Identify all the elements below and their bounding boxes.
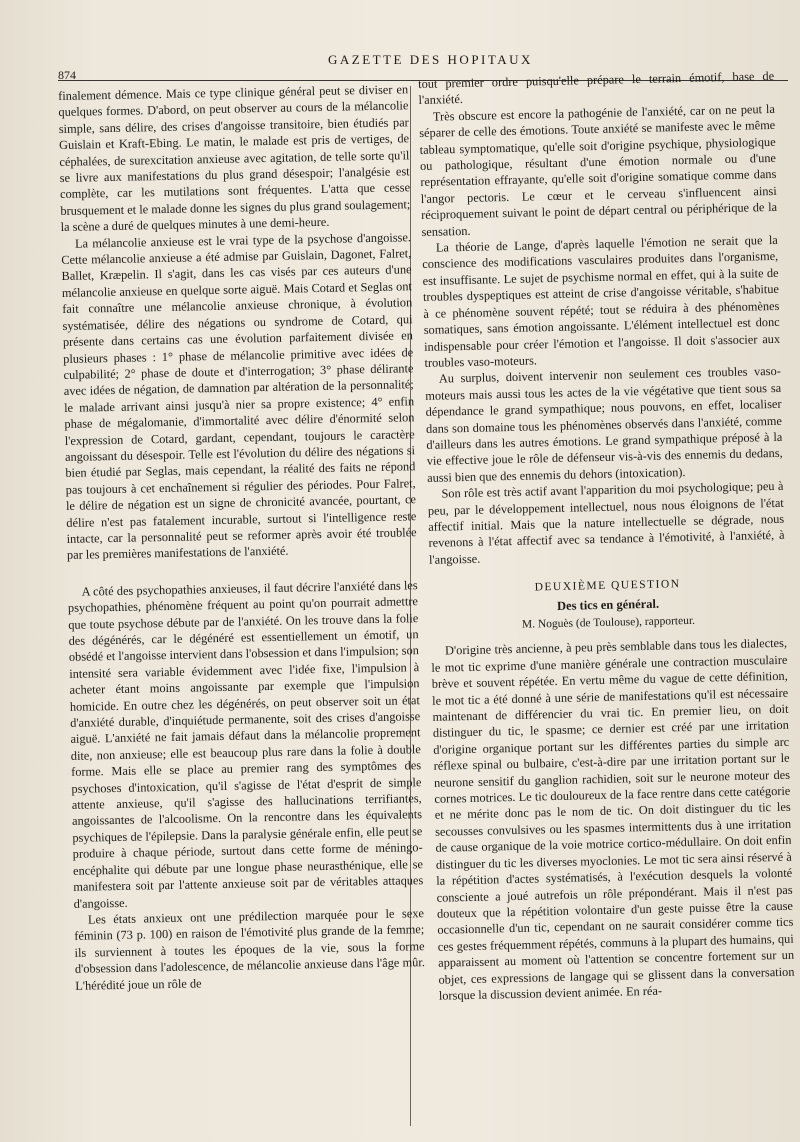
paragraph: tout premier ordre puisqu'elle prépare le terrain émotif, base de l'anxiété. [418, 68, 775, 108]
section-title: DEUXIÈME QUESTION [534, 578, 681, 594]
paragraph: Son rôle est très actif avant l'apparition du moi psychologique; peu à peu, par le développement intellectuel, nous nous éloignons de l'état affectif initial. Mais que la nature intellectuelle se dégrade, nous revenons à l'état affectif avec sa tendance à l'émotivité, à l'anxiété, à l'angoisse. [427, 478, 785, 567]
paragraph: La théorie de Lange, d'après laquelle l'émotion ne serait que la conscience des modifications vasculaires produites dans l'organisme, est insuffisante. Le sujet de psychisme normal en effet, qui à la suite de troubles dyspeptiques est atteint de crise d'angoisse véritable, s'habitue à ce phénomène souvent répété; tout se réduira à des phénomènes somatiques, sans émotion angoissante. L'élément intellectuel est donc indispensable pour créer l'émotion et l'angoisse. Il doit s'associer aux troubles vaso-moteurs. [422, 232, 781, 370]
left-column [58, 81, 425, 993]
page-number: 874 [58, 68, 76, 82]
paragraph: Les états anxieux ont une prédilection marquée pour le sexe féminin (73 p. 100) en raison de l'émotivité plus grande de la femme; ils surviennent à toutes les époques de la vie, sous la forme d'obsession dans l'adolescence, de mélancolie anxieuse dans l'âge mûr. L'hérédité joue un rôle de [74, 906, 425, 993]
paragraph: Très obscure est encore la pathogénie de l'anxiété, car on ne peut la séparer de celle des émotions. Toute anxiété se manifeste avec le même tableau symptomatique, qu'elle soit d'origine psychique, physiologique ou pathologique, résultant d'une émotion normale ou d'une représentation effrayante, qu'elle soit d'origine somatique comme dans l'angor pectoris. Le cœur et le cerveau s'influencent ainsi réciproquement suivant le point de départ central ou périphérique de la sensation. [419, 101, 778, 239]
paragraph: D'origine très ancienne, à peu près semblable dans tous les dialectes, le mot tic exprime d'une manière générale une contraction musculaire brève et souvent répétée. En vertu même du vague de cette définition, le mot tic a été donné à une série de manifestations qu'il est nécessaire maintenant de différencier du vrai tic. En premier lieu, on doit distinguer du tic, le spasme; ce dernier est créé par une irritation d'origine organique portant sur les différentes parties du simple arc réflexe spinal ou bulbaire, c'est-à-dire par une irritation portant sur le neurone sensitif du ganglion rachidien, soit sur le neurone moteur des cornes motrices. Le tic douloureux de la face rentre dans cette catégorie et ne mérite donc pas le nom de tic. On doit distinguer du tic les secousses convulsives ou les spasmes intermittents dus à une irritation de cause organique de la voie motrice cortico-médullaire. On doit enfin distinguer du tic les diverses myoclonies. Le mot tic sera ainsi réservé à la répétition d'actes systématisés, à l'exécution desquels la volonté consciente a joué autrefois un rôle prépondérant. Mais il n'est pas douteux que la répétition volontaire d'un geste puisse être la cause occasionnelle d'un tic, cependant on ne saurait considérer comme tics ces gestes fréquemment répétés, communs à la plupart des humains, qui apparaissent au moment où l'attention se concentre fortement sur un objet, ces expressions de langage qui se glissent dans la conversation lorsque la discussion devient animée. En réa- [431, 636, 795, 1003]
paragraph: Au surplus, doivent intervenir non seulement ces troubles vaso-moteurs mais aussi tous les actes de la vie végétative que tient sous sa dépendance le grand sympathique; nous pouvons, en effet, localiser dans son domaine tous les phénomènes observés dans l'anxiété, comme d'ailleurs dans les autres émotions. Le grand sympathique préposé à la vie effective joue le rôle de défenseur vis-à-vis des ennemis du dedans, aussi bien que des ennemis du dehors (intoxication). [425, 364, 783, 485]
journal-title: GAZETTE DES HOPITAUX [328, 52, 533, 67]
paragraph: A côté des psychopathies anxieuses, il faut décrire l'anxiété dans les psychopathies, phénomène fréquent au point qu'on pourrait admettre que toute psychose débute par de l'anxiété. On les trouve dans la folie des dégénérés, car le dégénéré est essentiellement un émotif, un obsédé et l'angoisse intervient dans l'obsession et dans l'impulsion; son intensité sera variable évidemment avec l'idée fixe, l'impulsion à acheter étant moins angoissante par exemple que l'impulsion homicide. En outre chez les dégénérés, on peut observer soit un état d'anxiété durable, d'inquiétude permanente, soit des crises d'angoisse aiguë. L'anxiété ne fait jamais défaut dans la mélancolie proprement dite, non anxieuse; elle est beaucoup plus rare dans la folie à double forme. Mais elle se place au premier rang des symptômes des psychoses d'intoxication, qu'il s'agisse de l'état d'esprit de simple attente anxieuse, qu'il s'agisse des hallucinations terrifiantes, angoissantes de l'alcoolisme. On la rencontre dans les équivalents psychiques de l'épilepsie. Dans la paralysie générale enfin, elle peut se produire à chaque période, surtout dans cette forme de méningo-encéphalite qui débute par une longue phase neurasthénique, elle se manifestera soit par l'attente anxieuse soit par de véritables attaques d'angoisse. [67, 577, 424, 911]
right-column [418, 68, 795, 1004]
paragraph: La mélancolie anxieuse est le vrai type de la psychose d'angoisse. Cette mélancolie anxieuse a été admise par Guislain, Dagonet, Falret, Ballet, Kræpelin. Il s'agit, dans les cas visés par ces auteurs d'une mélancolie anxieuse en quelque sorte aiguë. Mais Cotard et Seglas ont fait connaître une mélancolie anxieuse chronique, à évolution systématisée, délire des négations ou syndrome de Cotard, qui présente dans certains cas une évolution parfaitement divisée en plusieurs phases : 1° phase de mélancolie primitive avec idées de culpabilité; 2° phase de doute et d'interrogation; 3° phase délirante avec idées de négation, de damnation par altération de la personnalité; le malade arrivant ainsi jusqu'à nier sa propre existence; 4° enfin phase de mégalomanie, d'immortalité avec délire d'énormité selon l'expression de Cotard, gardant, cependant, toujours le caractère angoissant du désespoir. Telle est l'évolution du délire des négations si bien étudié par Seglas, mais cependant, la réalité des faits ne répond pas toujours à cet enchaînement si régulier des périodes. Pour Falret, le délire de négation est un signe de chronicité avancée, pourtant, ce délire n'est pas fatalement incurable, surtout si l'intelligence reste intacte, car la personnalité peut se reformer après avoir été troublée par les premières manifestations de l'anxiété. [61, 229, 417, 563]
paragraph: finalement démence. Mais ce type clinique général peut se diviser en quelques formes. D'abord, on peut observer au cours de la mélancolie simple, sans délire, des crises d'angoisse transitoire, bien étudiés par Guislain et Kraft-Ebing. Le matin, le malade est pris de vertiges, de céphalées, de surexcitation anxieuse avec agitation, de telle sorte qu'il se livre aux manifestations du plus grand désespoir; l'analgésie est complète, car les mutilations sont fréquentes. L'atta que cesse brusquement et le malade donne les signes du plus grand soulagement; la scène a duré de quelques minutes à une demi-heure. [58, 82, 411, 235]
rapporteur-line: M. Noguès (de Toulouse), rapporteur. [521, 614, 696, 631]
section-subtitle: Des tics en général. [556, 596, 660, 613]
